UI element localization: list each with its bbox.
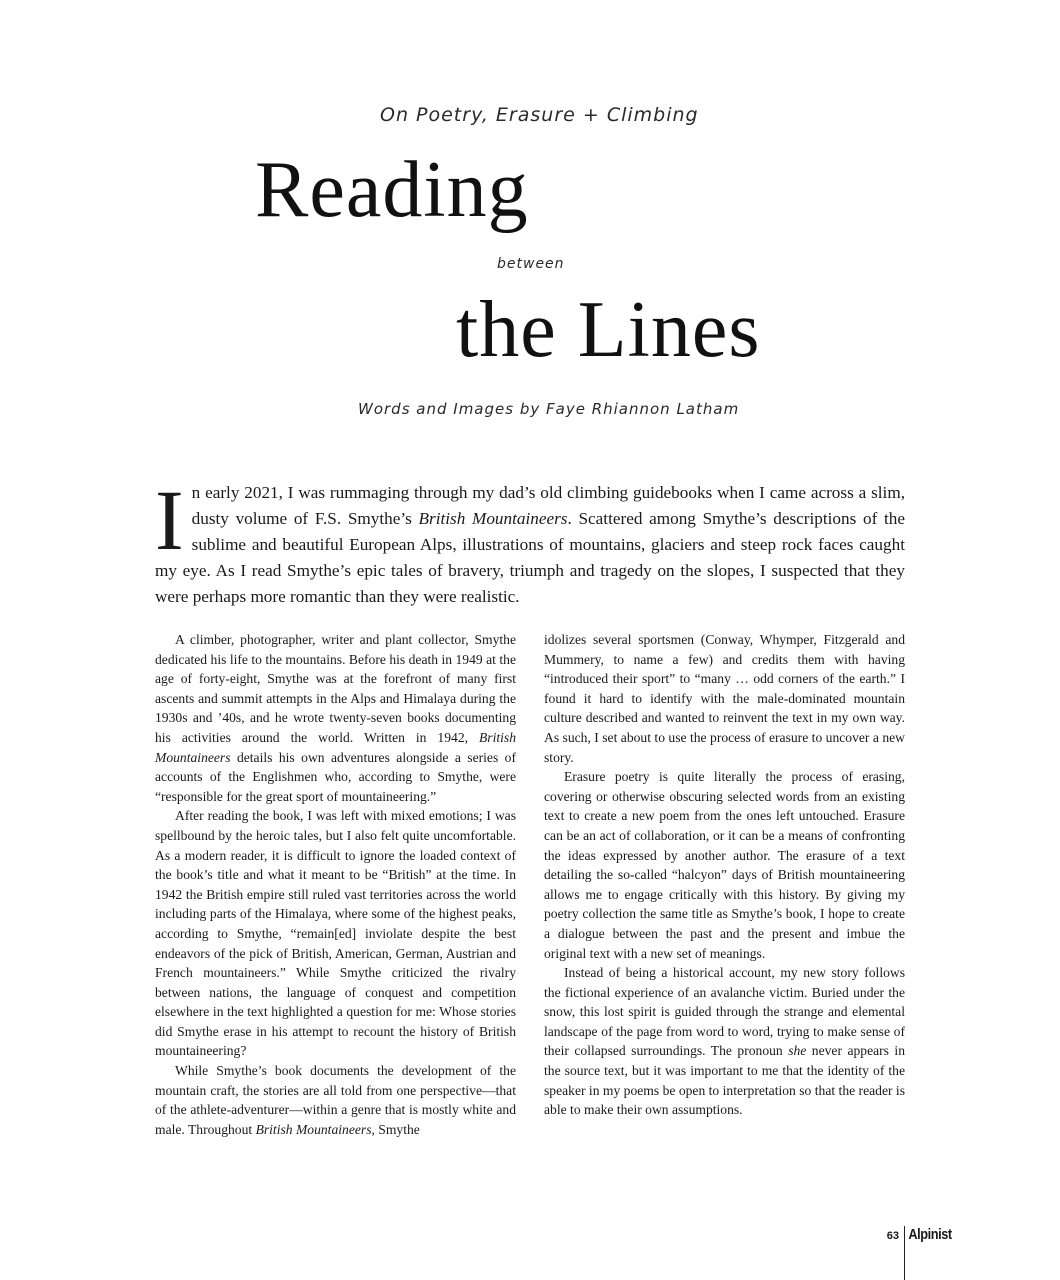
body-paragraph: After reading the book, I was left with mixed emotions; I was spellbound by the heroic tales, but I also felt quite uncomfortable. As a modern reader, it is difficult to ignore the loaded context of the book’s title and what it meant to be “British” at the time. In 1942 the British empire still ruled vast territories across the world including parts of the Himalaya, where some of the highest peaks, according to Smythe, “remain[ed] inviolate despite the best endeavors of the pick of British, American, German, Austrian and French mountaineers.” While Smythe criticized the rivalry between nations, the language of conquest and competition elsewhere in the text highlighted a question for me: Whose stories did Smythe erase in his attempt to recount the history of British mountaineering? xyxy=(155,808,516,1059)
body-text: Instead of being a historical account, my new story follows the fictional experience of an avalanche victim. Buried under the snow, this lost spirit is guided through the strange and elemental landscape of the page from word to word, trying to make sense of their collapsed surroundings. The pronoun xyxy=(544,965,905,1059)
body-paragraph xyxy=(155,630,516,806)
page-number: 63 xyxy=(886,1230,899,1242)
article-title-connector: between xyxy=(497,256,565,272)
article-byline: Words and Images by Faye Rhiannon Latham xyxy=(358,400,740,418)
intro-text-b: . Scattered among Smythe’s descriptions of the sublime and beautiful European Alps, illustrations of mountains, glaciers and steep rock faces caught my eye. As I read Smythe’s epic tales of bravery, triumph and tragedy on the slopes, I suspected that they were perhaps more romantic than they were realistic. xyxy=(155,509,906,606)
body-text: While Smythe’s book documents the development of the mountain craft, the stories are all told from one perspective—that of the athlete-adventurer—within a genre that is mostly white and male. Throughout xyxy=(155,1063,516,1137)
book-title: British Mountaineers xyxy=(255,1121,372,1137)
drop-cap: I xyxy=(155,472,184,568)
magazine-name: Alpinist xyxy=(908,1226,952,1243)
body-paragraph: idolizes several sportsmen (Conway, Whymper, Fitzgerald and Mummery, to name a few) and credits them with having “introduced their sport” to “many … odd corners of the earth.” I found it hard to identify with the male-dominated mountain culture described and wanted to reinvent the text in my own way. As such, I set about to use the process of erasure to uncover a new story. xyxy=(544,632,905,765)
intro-paragraph xyxy=(155,472,906,610)
body-column-left xyxy=(155,630,516,1139)
body-paragraph xyxy=(155,1061,516,1139)
article-title-part-2: the Lines xyxy=(456,286,761,374)
body-paragraph xyxy=(544,963,905,1120)
body-text: never appears in the source text, but it was important to me that the identity of the speaker in my poems be open to interpretation so that the reader is able to make their own assumptions. xyxy=(544,1043,905,1118)
article-kicker: On Poetry, Erasure + Climbing xyxy=(380,104,699,126)
page-folio xyxy=(887,1226,960,1280)
body-paragraph: Erasure poetry is quite literally the process of erasing, covering or otherwise obscuring selected words from an existing text to create a new poem from the ones left untouched. Erasure can be an act of collaboration, or it can be a means of confronting the ideas expressed by another author. The erasure of a text detailing the so-called “halcyon” days of British mountaineering allows me to engage critically with this history. By giving my poetry collection the same title as Smythe’s book, I hope to create a dialogue between the past and the present and imbue the original text with a new set of meanings. xyxy=(544,769,905,961)
article-title-part-1: Reading xyxy=(255,146,529,234)
intro-text-a: n early 2021, I was rummaging through my dad’s old climbing guidebooks when I came across a slim, dusty volume of F.S. Smythe’s xyxy=(191,483,905,528)
body-column-right xyxy=(544,630,905,1120)
body-text: A climber, photographer, writer and plant collector, Smythe dedicated his life to the mountains. Before his death in 1949 at the age of forty-eight, Smythe was at the forefront of many first ascents and summit attempts in the Alps and Himalaya during the 1930s and ’40s, and he wrote twenty-seven books documenting his activities around the world. Written in 1942, xyxy=(155,632,516,745)
emphasis: she xyxy=(788,1043,807,1059)
intro-book-title: British Mountaineers xyxy=(418,509,568,528)
book-title: British Mountaineers xyxy=(155,729,516,765)
body-text: , Smythe xyxy=(371,1121,420,1137)
body-text: details his own adventures alongside a series of accounts of the Englishmen who, according to Smythe, were “responsible for the great sport of mountaineering.” xyxy=(155,749,516,804)
